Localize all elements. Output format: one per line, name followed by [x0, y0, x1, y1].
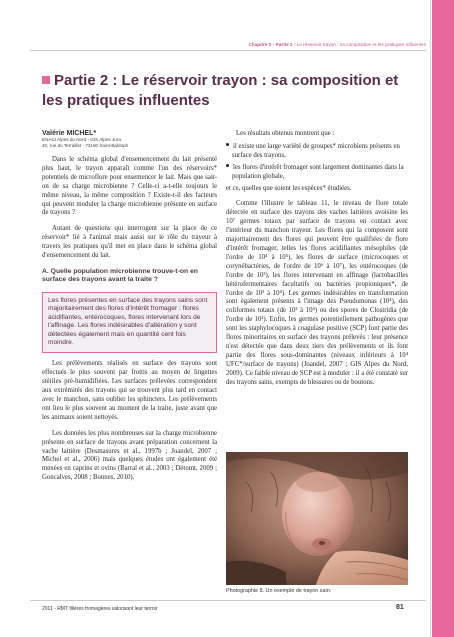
page-title-text: Partie 2 : Le réservoir trayon : sa composition et les pratiques influentes	[42, 72, 399, 109]
results-intro: Les résultats obtenus montrent que :	[236, 130, 335, 137]
header-rule	[30, 50, 426, 51]
page-title	[42, 71, 417, 111]
result-bullet-2	[226, 164, 408, 182]
chapter-color-tab	[432, 0, 454, 637]
result-conclusion: et ce, quelles que soient les espèces* étudiées.	[226, 184, 352, 192]
result-bullet-1	[226, 143, 408, 161]
result-bullet-2-text: les flores d'intérêt fromager sont largement dominantes dans la population globale,	[232, 163, 404, 180]
section-heading-a: A. Quelle population microbienne trouve-t-on en surface des trayons avant la traite ?	[42, 267, 198, 284]
key-point-text: Les flores présentes en surface des trayons sains sont majoritairement des flores d'intérêt fromager : flores acidifiantes, entérocoques, flores intervenant lors de l'affinage. Les flores indésirables d'altération y sont détectées également mais en quantité cent fois moindre.	[48, 296, 208, 346]
bullet-dot-icon	[226, 164, 229, 167]
title-square-bullet-icon	[42, 76, 50, 84]
author-mark: *	[93, 130, 97, 137]
author-name	[42, 130, 217, 137]
teat-photo-illustration	[226, 452, 408, 585]
teat-photograph	[226, 452, 408, 585]
running-head	[200, 42, 426, 47]
author-name-text: Valérie MICHEL	[42, 130, 94, 137]
author-affiliation-1: ENACI Alpes du Nord - GIS Alpes Jura	[42, 137, 121, 142]
bullet-dot-icon	[226, 143, 229, 146]
section-title-block	[42, 71, 417, 111]
result-bullet-1-text: il existe une large variété de groupes* microbiens présents en surface des trayons,	[232, 142, 400, 159]
running-head-section: : Le réservoir trayon : sa composition et les pratiques influentes	[292, 42, 426, 47]
key-point-box	[42, 292, 217, 353]
left-column	[42, 130, 217, 483]
right-column	[226, 130, 408, 387]
running-head-chapter: Chapitre 2 - Partie 2	[248, 42, 293, 47]
photo-caption: Photographie 8. Un exemple de trayon sain.	[226, 588, 332, 594]
results-paragraph: Comme l'illustre le tableau 11, le niveau de flore totale détectée en surface des trayons des vaches laitières avoisine les 10⁷ germes totaux par surface de trayons en contact avec l'intérieur du manchon trayeur. Les flores qui la composent sont majoritairement des flores qui peuvent être qualifiées de flore d'intérêt fromager, telles les flores acidifiantes mésophiles (de l'ordre de 10⁴ à 10⁵), les flores de surface (microcoques et corynébactéries, de l'ordre de 10⁶ à 10⁷), les entérocoques (de l'ordre de 10³), les flores intervenant en affinage (lactobacilles hétérofermentaires facultatifs ou bactéries propioniques*, de l'ordre de 10³ à 10⁴). Les germes indésirables en transformation sont également présents à l'image des Pseudomonas (10⁴), des coliformes totaux (de 10² à 10⁴) ou des spores de Clostridia (de l'ordre de 10²). Enfin, les germes potentiellement pathogènes que sont les staphylocoques à coagulase positive (SCP) font partie des flores minoritaires en surface des trayons prélevés : leur présence n'est détectée que dans deux tiers des prélèvements et ils font partie des flores sous-dominantes (niveaux inférieurs à 10⁴ UFC*/surface de trayons) (Joandel, 2007 ; GIS Alpes du Nord, 2009). Ce faible niveau de SCP est à moduler : il a été constaté sur des trayons sains, exempts de blessures ou de boutons.	[226, 200, 408, 386]
page-number: 81	[396, 604, 404, 611]
intro-paragraph-2: Autant de questions qui interrogent sur la place de ce réservoir* lié à l'animal mais aussi sur le rôle du trayeur à travers les pratiques qu'il met en place dans le schéma global d'ensemencement du lait.	[42, 225, 217, 260]
author-affiliation-2: 40, rue du Terraillet - 73190 Saint-Baldoph	[42, 143, 129, 148]
body-paragraph-4: Les données les plus nombreuses sur la charge microbienne présente en surface de trayons avant préparation concernent la vache laitière (Desmasures et al., 1997b ; Joandel, 2007 ; Michel et al., 2006) mais quelques études ont également été menées en caprins et ovins (Barral et al., 2003 ; Détomt, 2009 ; Goncalves, 2008 ; Bonnes, 2010).	[42, 429, 217, 482]
body-paragraph-3: Les prélèvements réalisés en surface des trayons sont effectués le plus souvent par frottis au moyen de lingettes stériles pré-humidifiées. Les surfaces prélevées correspondent aux extrémités des trayons qui se trouvent plus tard en contact avec le manchon, sans oublier les sphincters. Les prélèvements ont lieu le plus souvent au moment de la traite, juste avant que les animaux soient nettoyés.	[42, 360, 217, 421]
footer-publication: 2011 - RMT filières fromagères valorisant leur terroir	[42, 606, 158, 612]
intro-paragraph-1: Dans le schéma global d'ensemencement du lait présenté plus haut, le trayon apparaît comme l'un des réservoirs* potentiels de microflore pour ensemencer le lait. Mais que sait-on de sa charge microbienne ? Celle-ci a-t-elle toujours le même niveau, la même composition ? Existe-t-il des facteurs qui peuvent moduler la charge microbienne présente en surface de trayons ?	[42, 156, 217, 217]
footer-rule	[30, 600, 426, 601]
